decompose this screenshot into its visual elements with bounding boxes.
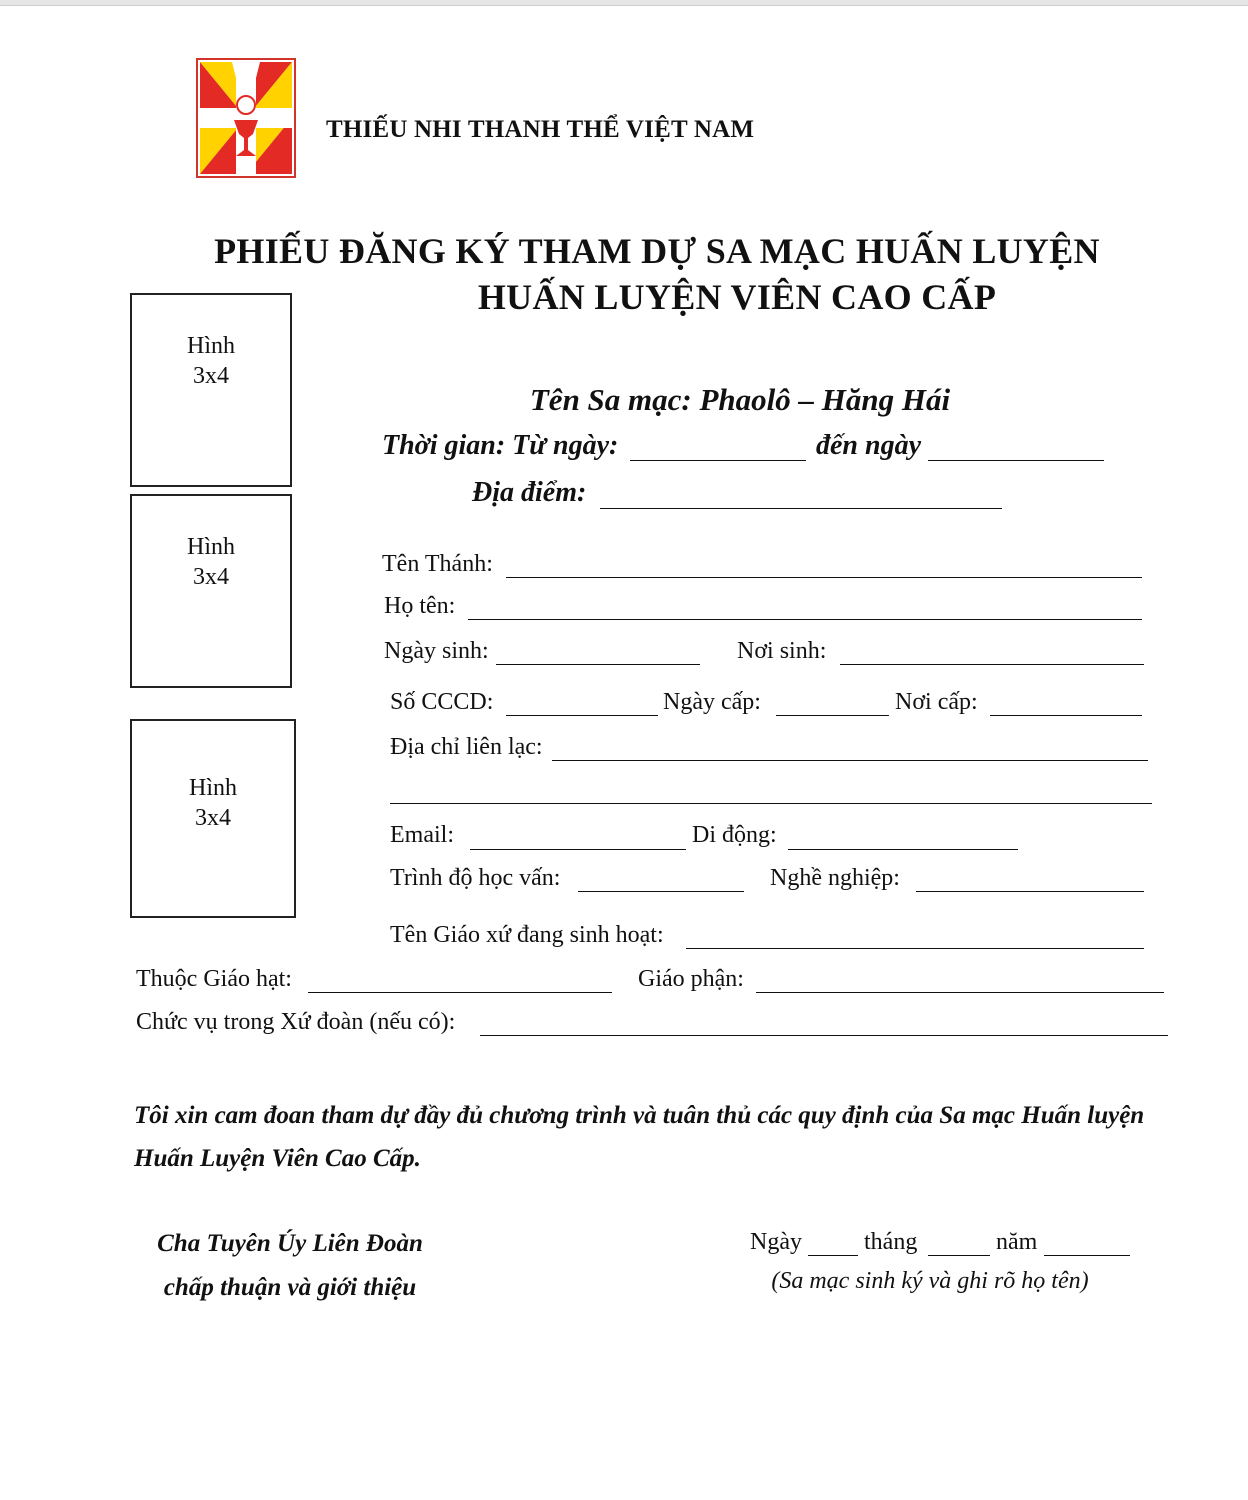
id-number-field[interactable] bbox=[506, 715, 658, 716]
saint-name-label: Tên Thánh: bbox=[382, 551, 493, 577]
mobile-label: Di động: bbox=[692, 822, 777, 848]
date-day-field[interactable] bbox=[808, 1255, 858, 1256]
deanery-field[interactable] bbox=[308, 992, 612, 993]
photo-box-2 bbox=[130, 494, 292, 688]
diocese-label: Giáo phận: bbox=[638, 966, 744, 992]
tntt-emblem-icon bbox=[196, 58, 296, 178]
photo-box-label: Hình 3x4 bbox=[187, 333, 235, 389]
photo-box-1 bbox=[130, 293, 292, 487]
issue-date-field[interactable] bbox=[776, 715, 889, 716]
camp-name: Tên Sa mạc: Phaolô – Hăng Hái bbox=[529, 382, 951, 417]
date-day-label: Ngày bbox=[750, 1229, 802, 1255]
location-label: Địa điểm: bbox=[472, 477, 587, 508]
chaplain-approval: Cha Tuyên Úy Liên Đoàn chấp thuận và giới thiệu bbox=[157, 1230, 423, 1301]
position-label: Chức vụ trong Xứ đoàn (nếu có): bbox=[136, 1009, 456, 1035]
address-field-line2[interactable] bbox=[390, 803, 1152, 804]
education-field[interactable] bbox=[578, 891, 744, 892]
diocese-field[interactable] bbox=[756, 992, 1164, 993]
date-month-field[interactable] bbox=[928, 1255, 990, 1256]
dob-label: Ngày sinh: bbox=[384, 638, 489, 664]
saint-name-field[interactable] bbox=[506, 577, 1142, 578]
issue-place-field[interactable] bbox=[990, 715, 1142, 716]
location-field[interactable] bbox=[600, 508, 1002, 509]
email-field[interactable] bbox=[470, 849, 686, 850]
date-year-label: năm bbox=[996, 1229, 1038, 1255]
address-field-line1[interactable] bbox=[552, 760, 1148, 761]
organization-name: THIẾU NHI THANH THỂ VIỆT NAM bbox=[326, 116, 755, 143]
dob-field[interactable] bbox=[496, 664, 700, 665]
mobile-field[interactable] bbox=[788, 849, 1018, 850]
window-top-edge bbox=[0, 0, 1248, 6]
form-title-line1: PHIẾU ĐĂNG KÝ THAM DỰ SA MẠC HUẤN LUYỆN bbox=[214, 231, 1100, 271]
date-month-label: tháng bbox=[864, 1229, 918, 1255]
photo-box-label: Hình 3x4 bbox=[189, 775, 237, 831]
id-number-label: Số CCCD: bbox=[390, 689, 494, 715]
tntt-emblem-logo bbox=[196, 58, 296, 178]
parish-field[interactable] bbox=[686, 948, 1144, 949]
end-date-field[interactable] bbox=[928, 460, 1104, 461]
issue-place-label: Nơi cấp: bbox=[895, 689, 978, 715]
photo-box-3 bbox=[130, 719, 296, 918]
start-date-field[interactable] bbox=[630, 460, 806, 461]
pledge-text: Tôi xin cam đoan tham dự đầy đủ chương trình và tuân thủ các quy định của Sa mạc Huấn luyện Huấn Luyện Viên Cao Cấp. bbox=[134, 1102, 1145, 1172]
parish-label: Tên Giáo xứ đang sinh hoạt: bbox=[390, 922, 664, 948]
education-label: Trình độ học vấn: bbox=[390, 865, 561, 891]
full-name-label: Họ tên: bbox=[384, 593, 456, 619]
birthplace-field[interactable] bbox=[840, 664, 1144, 665]
email-label: Email: bbox=[390, 822, 454, 848]
date-year-field[interactable] bbox=[1044, 1255, 1130, 1256]
issue-date-label: Ngày cấp: bbox=[663, 689, 761, 715]
photo-box-label: Hình 3x4 bbox=[187, 534, 235, 590]
position-field[interactable] bbox=[480, 1035, 1168, 1036]
form-title-line2: HUẤN LUYỆN VIÊN CAO CẤP bbox=[477, 277, 997, 317]
full-name-field[interactable] bbox=[468, 619, 1142, 620]
signature-note: (Sa mạc sinh ký và ghi rõ họ tên) bbox=[771, 1268, 1089, 1294]
address-label: Địa chỉ liên lạc: bbox=[390, 734, 543, 760]
time-label: Thời gian: Từ ngày: bbox=[382, 430, 619, 461]
to-date-label: đến ngày bbox=[816, 430, 921, 461]
birthplace-label: Nơi sinh: bbox=[737, 638, 827, 664]
occupation-label: Nghề nghiệp: bbox=[770, 865, 900, 891]
occupation-field[interactable] bbox=[916, 891, 1144, 892]
deanery-label: Thuộc Giáo hạt: bbox=[136, 966, 292, 992]
